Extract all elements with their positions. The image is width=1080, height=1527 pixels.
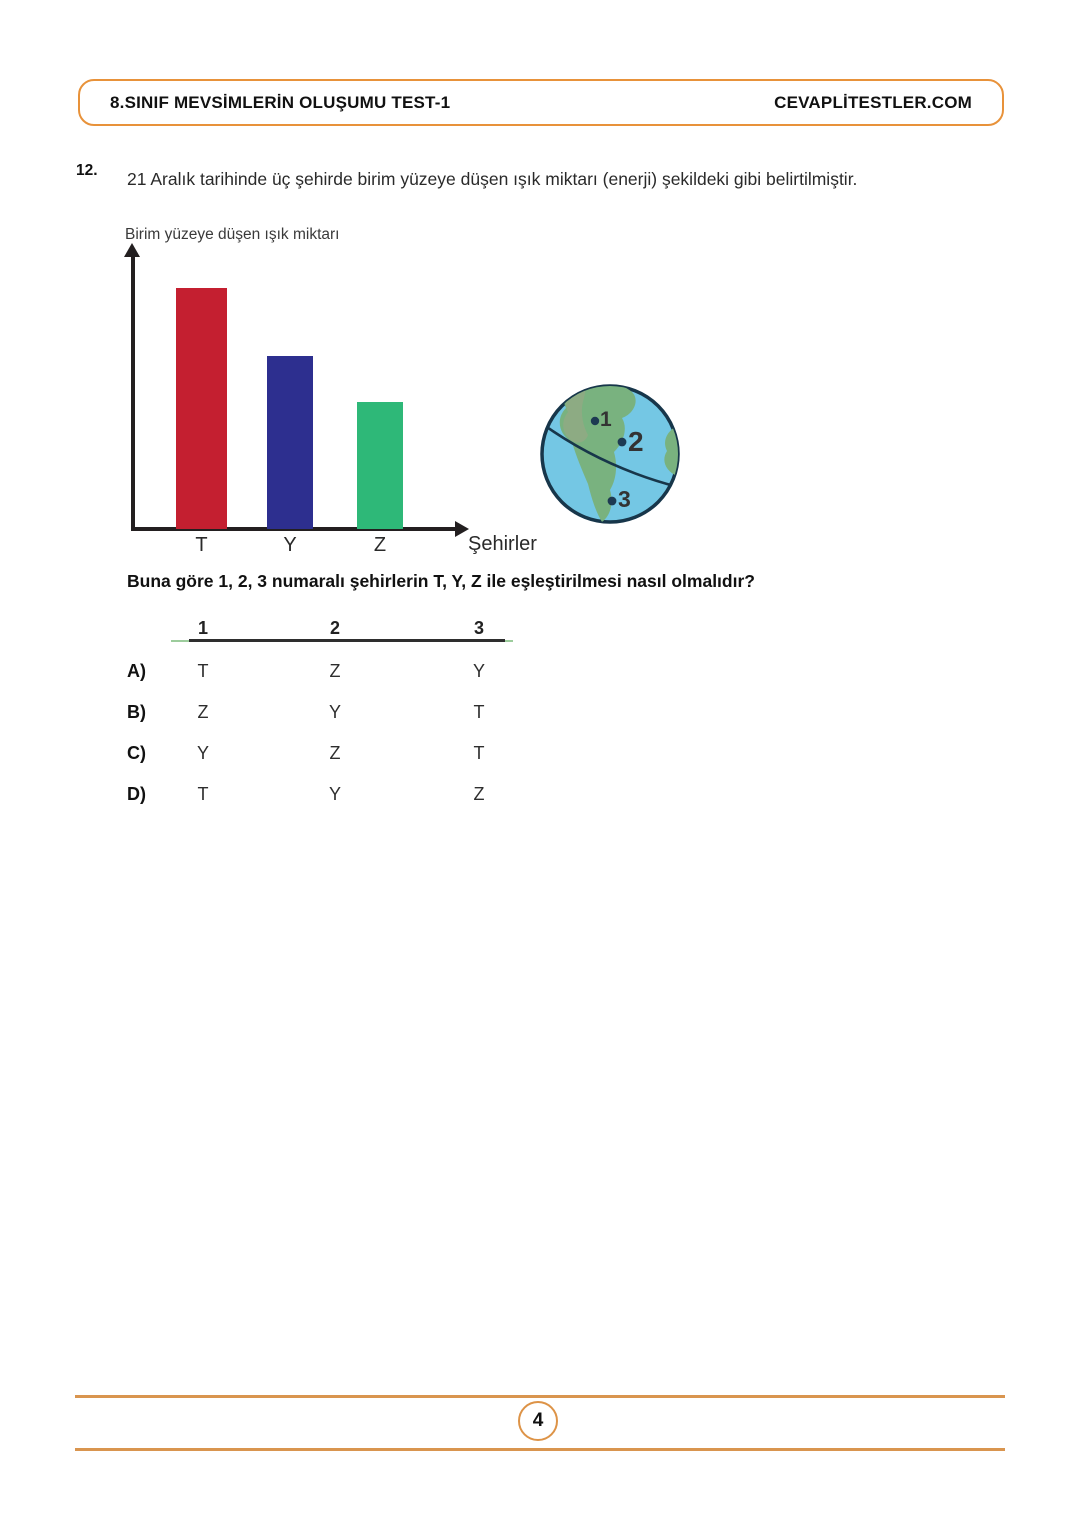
question-number: 12. — [76, 162, 98, 179]
option-D-col2: Y — [328, 784, 341, 804]
city-point-3-dot — [608, 497, 617, 506]
answer-col-header-2: 2 — [329, 618, 340, 638]
page-number: 4 — [532, 1410, 544, 1431]
header-title: 8.SINIF MEVSİMLERİN OLUŞUMU TEST-1 — [110, 92, 451, 112]
footer-rule-top — [75, 1395, 1005, 1398]
city-point-3-label: 3 — [618, 486, 631, 512]
option-C-letter: C) — [127, 743, 146, 763]
bar-city-Y — [267, 356, 313, 529]
earth-globe-illustration — [536, 380, 684, 528]
x-axis-arrow-icon — [455, 521, 469, 537]
option-C-col2: Z — [329, 743, 341, 763]
bar-label-Z: Z — [373, 534, 387, 556]
city-point-2-dot — [618, 438, 627, 447]
chart-x-axis-label: Şehirler — [468, 533, 537, 555]
y-axis-line — [131, 253, 135, 530]
answer-col-header-3: 3 — [473, 618, 484, 638]
footer-rule-bottom — [75, 1448, 1005, 1451]
header-box — [78, 79, 1004, 126]
option-A-col2: Z — [329, 661, 341, 681]
question-prompt: Buna göre 1, 2, 3 numaralı şehirlerin T, Y, Z ile eşleştirilmesi nasıl olmalıdır? — [127, 571, 755, 591]
bar-city-T — [176, 288, 227, 529]
city-point-1-dot — [591, 417, 599, 425]
option-D-col1: T — [197, 784, 209, 804]
option-A-letter: A) — [127, 661, 146, 681]
page-number-badge — [518, 1401, 558, 1441]
option-D-letter: D) — [127, 784, 146, 804]
answer-col-header-1: 1 — [197, 618, 208, 638]
option-B-col1: Z — [197, 702, 209, 722]
option-D-col3: Z — [473, 784, 485, 804]
chart-y-axis-label: Birim yüzeye düşen ışık miktarı — [125, 226, 340, 243]
option-C-col1: Y — [196, 743, 209, 763]
bar-label-T: T — [195, 534, 208, 556]
city-point-2-label: 2 — [628, 426, 644, 457]
option-B-col3: T — [473, 702, 485, 722]
header-underline — [189, 639, 505, 642]
option-C-col3: T — [473, 743, 485, 763]
option-B-col2: Y — [328, 702, 341, 722]
bar-label-Y: Y — [283, 534, 297, 556]
header-underline-tip-left — [171, 640, 189, 642]
option-B-letter: B) — [127, 702, 146, 722]
option-A-col1: T — [197, 661, 209, 681]
city-point-1-label: 1 — [600, 408, 612, 431]
option-A-col3: Y — [472, 661, 485, 681]
bar-city-Z — [357, 402, 403, 529]
header-underline-tip-right — [505, 640, 513, 642]
header-site-text: CEVAPLİTESTLER.COM — [774, 92, 972, 112]
question-text: 21 Aralık tarihinde üç şehirde birim yüzeye düşen ışık miktarı (enerji) şekildeki gibi belirtilmiştir. — [127, 169, 858, 189]
